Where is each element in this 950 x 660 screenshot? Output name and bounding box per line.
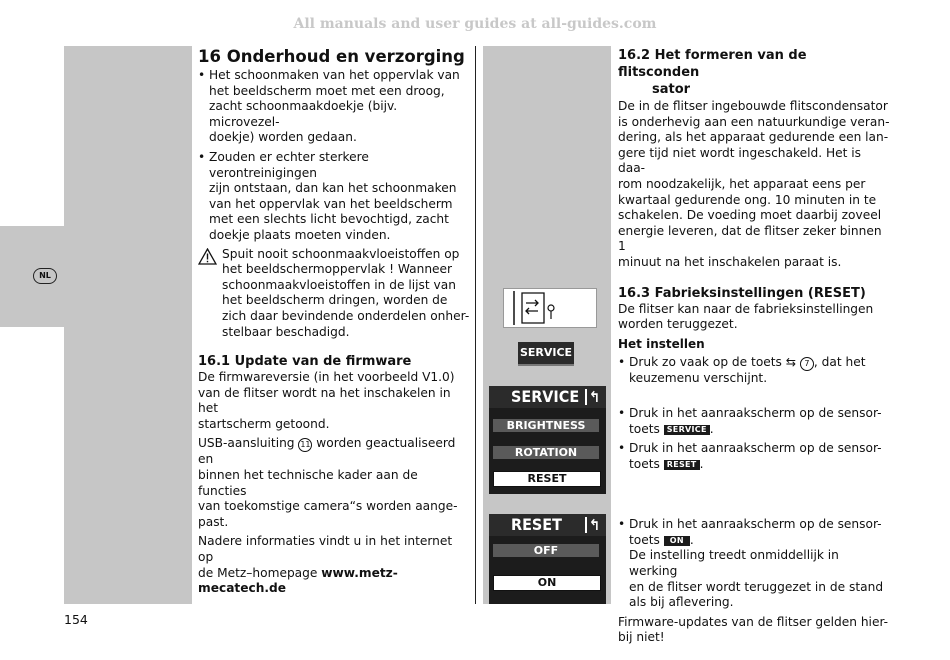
menu-brightness[interactable]: BRIGHTNESS [493,419,599,432]
mode-key-icon: ⇆ [785,355,796,370]
setting-subheading: Het instellen [618,336,705,351]
service-menu-panel [489,386,606,494]
reset-step-3: • Druk in het aanraakscherm op de sensor- toets RESET . [618,441,890,472]
right-column: 16.2 Het formeren van de flitsconden sator De in de flitser ingebouwde flitscondensator is onderhevig aan een natuurkundige veran- dering, als het apparaat gedurende een lan- gere tijd niet wordt ingeschakeld. Het is daa- rom noodzakelijk, het apparaat eens per kwartaal gedurende ong. 10 minuten in te schakelen. De voeding moet daarbij zoveel energie leveren, dat de flitser zeker binnen 1 minuut na het inschakelen paraat is. 16.3 Fabrieksinstellingen (RESET) De flitser kan naar de fabrieksinstellingen worden teruggezet. Het instellen • Druk zo vaak op de toets ⇆ 7 , dat het keuzemenu verschijnt. • Druk in het aanraakscherm op de sensor- toets SERVICE . • Druk in het aanraakscherm op de sensor- toets RESET . • Druk in het aanraakscherm op de sensor- toets ON . De instelling treedt onmiddellijk in werking en de flitser wordt teruggezet in de stand als bij aflevering. Firmware-updates van de flitser gelden hier- bij niet! [618,47,890,646]
cleaning-bullet-1: • Het schoonmaken van het oppervlak van het beeldscherm moet met een droog, zacht schoonmaakdoekje (bijv. microvezel- doekje) worden gedaan. [198,68,470,146]
left-margin-band [64,46,192,604]
flash-key-illustration [503,288,597,328]
firmware-para-3: Nadere informaties vindt u in het internet op de Metz–homepage www.metz-mecatech.de [198,534,453,596]
warning-note: Spuit nooit schoonmaakvloeistoffen op het beeldschermoppervlak ! Wanneer schoonmaakvloeistoffen in de lijst van het beeldscherm dringen, worden de zich daar bevindende onderdelen onher- stelbaar beschadigd. [198,247,470,341]
menu-on[interactable]: ON [493,575,601,591]
on-chip: ON [664,536,690,546]
back-arrow-icon[interactable]: ↰ [589,388,601,406]
section-title: 16 Onderhoud en verzorging [198,47,465,66]
firmware-para-1: De firmwareversie (in het voorbeeld V1.0) van de flitser wordt na het inschakelen in het startscherm getoond. [198,370,455,431]
back-arrow-icon[interactable]: ↰ [589,516,601,534]
warning-triangle-icon [198,248,217,265]
reset-panel-title-bar: RESET ↰ [489,514,606,536]
menu-reset[interactable]: RESET [493,471,601,487]
language-badge: NL [33,268,57,284]
closing-note: Firmware-updates van de flitser gelden hier- bij niet! [618,614,889,645]
capacitor-heading: 16.2 Het formeren van de flitsconden [618,48,807,80]
reset-step-2: • Druk in het aanraakscherm op de sensor- toets SERVICE . [618,406,890,437]
usb-port-number: 11 [298,438,312,452]
watermark: All manuals and user guides at all-guides.com [293,16,657,32]
firmware-para-2: USB-aansluiting 11 worden geactualiseerd en binnen het technische kader aan de functies van toekomstige camera“s worden aange- past. [198,436,458,529]
reset-step-4: • Druk in het aanraakscherm op de sensor- toets ON . De instelling treedt onmiddellijk in werking en de flitser wordt teruggezet in de stand als bij aflevering. [618,517,890,611]
column-divider [475,46,476,604]
reset-heading: 16.3 Fabrieksinstellingen (RESET) [618,285,866,301]
service-button-screen[interactable]: SERVICE [518,342,574,366]
reset-intro: De flitser kan naar de fabrieksinstellingen worden teruggezet. [618,301,874,332]
reset-step-1: • Druk zo vaak op de toets ⇆ 7 , dat het keuzemenu verschijnt. [618,355,890,387]
reset-menu-panel [489,514,606,604]
menu-off[interactable]: OFF [493,544,599,557]
firmware-heading: 16.1 Update van de firmware [198,354,412,370]
service-panel-title-bar: SERVICE ↰ [489,386,606,408]
cleaning-bullet-2: • Zouden er echter sterkere verontreinigingen zijn ontstaan, dan kan het schoonmaken van het oppervlak van het beeldscherm met een slechts licht bevochtigd, zacht doekje plaats moeten vinden. [198,150,470,244]
metz-homepage-link[interactable]: www.metz-mecatech.de [198,565,398,596]
service-chip: SERVICE [664,425,710,435]
reset-chip: RESET [664,460,700,470]
page-number: 154 [64,612,88,627]
menu-rotation[interactable]: ROTATION [493,446,599,459]
key-number: 7 [800,357,814,371]
capacitor-para: De in de flitser ingebouwde flitscondensator is onderhevig aan een natuurkundige veran- dering, als het apparaat gedurende een lan- gere tijd niet wordt ingeschakeld. Het is daa- rom noodzakelijk, het apparaat eens per kwartaal gedurende ong. 10 minuten in te schakelen. De voeding moet daarbij zoveel energie leveren, dat de flitser zeker binnen 1 minuut na het inschakelen paraat is. [618,99,890,269]
mode-switch-icon [504,289,596,327]
left-column [198,47,470,597]
